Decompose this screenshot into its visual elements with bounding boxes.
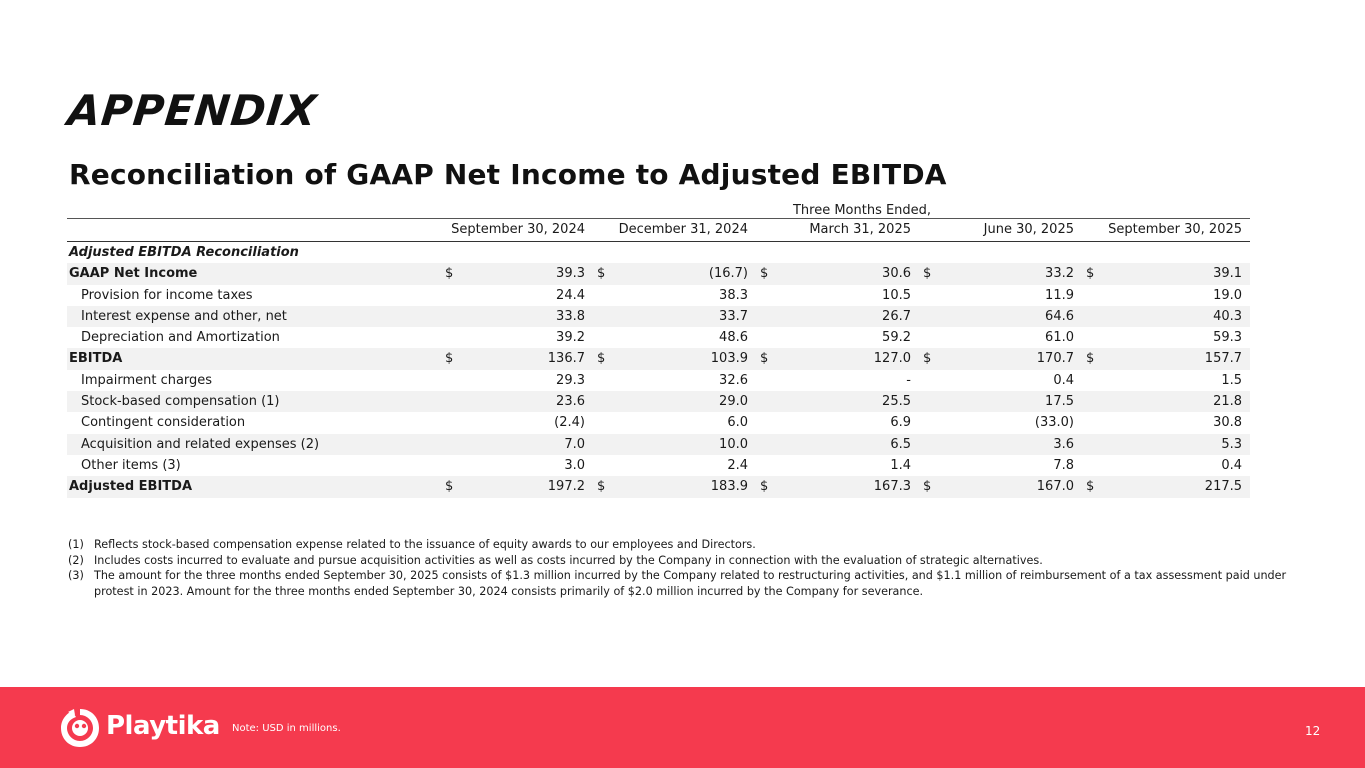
row-label: Contingent consideration [81,415,246,431]
cell-value: 197.2 [459,476,593,497]
cell-value: 7.8 [1053,457,1074,473]
cell-value: 217.5 [1100,476,1250,497]
dollar-sign [919,306,937,327]
cell-value: 3.0 [564,457,585,473]
column-header: September 30, 2024 [441,219,593,242]
table-row [67,285,1250,306]
cell-value: 29.0 [611,391,756,412]
cell-value: 1.5 [1221,372,1243,388]
dollar-sign [1082,391,1100,412]
table-row [67,391,1250,412]
cell-value: 167.3 [774,476,919,497]
playtika-logo-icon [58,706,102,750]
dollar-sign [441,285,459,306]
cell-value: 167.0 [937,476,1082,497]
dollar-sign: $ [593,348,611,369]
cell-value: 136.7 [459,348,593,369]
dollar-sign [919,327,937,348]
cell-value: 29.3 [556,372,585,388]
dollar-sign: $ [441,476,459,497]
section-label: Adjusted EBITDA Reconciliation [69,245,299,260]
cell-value: 183.9 [611,476,756,497]
table-row [67,412,1250,433]
cell-value: 3.6 [937,434,1082,455]
column-header: June 30, 2025 [919,219,1082,242]
footnotes [68,537,1308,599]
dollar-sign: $ [1082,476,1100,497]
dollar-sign [441,327,459,348]
cell-value: 103.9 [611,348,756,369]
cell-value: 25.5 [774,391,919,412]
cell-value: 2.4 [727,457,748,473]
dollar-sign [441,434,459,455]
cell-value: 33.8 [459,306,593,327]
dollar-sign [1082,434,1100,455]
cell-value: 39.3 [459,263,593,284]
dollar-sign: $ [593,476,611,497]
row-label: Adjusted EBITDA [67,476,441,497]
dollar-sign [919,455,937,476]
row-label: Stock-based compensation (1) [67,391,441,412]
cell-value: 0.4 [1221,457,1243,473]
dollar-sign: $ [441,348,459,369]
table-row [67,476,1250,497]
row-label: Provision for income taxes [81,287,253,303]
cell-value: 170.7 [937,348,1082,369]
cell-value: 157.7 [1100,348,1250,369]
footer-note: Note: USD in millions. [232,723,341,734]
footnote [68,553,1308,569]
cell-value: 24.4 [556,287,585,303]
footnote-text: Reflects stock-based compensation expense related to the issuance of equity awards to our employees and Directors. [94,538,756,551]
dollar-sign [756,455,774,476]
cell-value: 1.4 [890,457,911,473]
cell-value: 11.9 [1045,287,1074,303]
table-row [67,306,1250,327]
footnote-text: The amount for the three months ended September 30, 2025 consists of $1.3 million incurred by the Company related to restructuring activities, and $1.1 million of reimbursement of a tax assessment paid under protest in 2023. Amount for the three months ended September 30, 2024 consists primarily of $2.0 million incurred by the Company for severance. [94,569,1287,598]
cell-value: 59.2 [882,330,911,346]
group-header: Three Months Ended, [792,203,932,218]
dollar-sign [1082,412,1100,433]
table-row [67,370,1250,391]
dollar-sign [756,412,774,433]
dollar-sign [756,285,774,306]
dollar-sign [593,370,611,391]
cell-value: 6.0 [727,415,748,431]
cell-value: 0.4 [1053,372,1074,388]
cell-value: 33.7 [611,306,756,327]
dollar-sign [1082,455,1100,476]
cell-value: 7.0 [459,434,593,455]
dollar-sign [756,434,774,455]
table-row [67,455,1250,476]
table-row [67,263,1250,284]
cell-value: 6.5 [774,434,919,455]
dollar-sign [593,306,611,327]
dollar-sign [593,412,611,433]
dollar-sign [441,370,459,391]
dollar-sign [593,391,611,412]
cell-value: 10.0 [611,434,756,455]
column-header-label [67,219,441,242]
dollar-sign [919,434,937,455]
cell-value: 48.6 [719,330,748,346]
cell-value: 59.3 [1213,330,1243,346]
dollar-sign [756,391,774,412]
cell-value: 61.0 [1045,330,1074,346]
cell-value: 30.6 [774,263,919,284]
dollar-sign [593,327,611,348]
slide-subtitle: Reconciliation of GAAP Net Income to Adjusted EBITDA [69,158,947,191]
table-row [67,348,1250,369]
dollar-sign: $ [441,263,459,284]
footnote-mark: (1) [68,538,84,551]
dollar-sign [1082,327,1100,348]
dollar-sign [1082,370,1100,391]
dollar-sign: $ [919,348,937,369]
cell-value: 21.8 [1100,391,1250,412]
row-label: Interest expense and other, net [67,306,441,327]
dollar-sign [593,285,611,306]
cell-value: 32.6 [719,372,748,388]
row-label: EBITDA [67,348,441,369]
column-header: March 31, 2025 [756,219,919,242]
cell-value: 40.3 [1100,306,1250,327]
footnote [68,568,1308,599]
row-label: GAAP Net Income [67,263,441,284]
footnote-mark: (3) [68,569,84,582]
cell-value: 6.9 [890,415,911,431]
row-label: Other items (3) [81,457,181,473]
dollar-sign [441,412,459,433]
dollar-sign [756,370,774,391]
column-header: December 31, 2024 [593,219,756,242]
cell-value: 30.8 [1213,415,1243,431]
cell-value: 39.2 [556,330,585,346]
slide-title: APPENDIX [65,86,320,135]
dollar-sign [1082,306,1100,327]
footnote-mark: (2) [68,553,84,567]
dollar-sign: $ [756,263,774,284]
dollar-sign [756,306,774,327]
cell-value: 38.3 [719,287,748,303]
dollar-sign: $ [919,476,937,497]
dollar-sign [441,455,459,476]
dollar-sign [919,391,937,412]
cell-value: 26.7 [774,306,919,327]
brand-name: Playtika [106,711,220,741]
column-header: September 30, 2025 [1082,219,1250,242]
dollar-sign [593,434,611,455]
table-row [67,434,1250,455]
cell-value: 39.1 [1100,263,1250,284]
dollar-sign: $ [593,263,611,284]
dollar-sign: $ [756,348,774,369]
cell-value: 17.5 [937,391,1082,412]
dollar-sign [441,391,459,412]
dollar-sign [441,306,459,327]
dollar-sign: $ [919,263,937,284]
cell-value: 23.6 [459,391,593,412]
dollar-sign: $ [1082,348,1100,369]
row-label: Impairment charges [81,372,213,388]
footnote [68,537,1308,553]
dollar-sign [919,412,937,433]
cell-value: - [906,372,911,388]
cell-value: 127.0 [774,348,919,369]
row-label: Acquisition and related expenses (2) [67,434,441,455]
cell-value: 33.2 [937,263,1082,284]
table-row [67,327,1250,348]
dollar-sign [919,285,937,306]
dollar-sign [919,370,937,391]
cell-value: (2.4) [554,415,585,431]
cell-value: (33.0) [1034,415,1074,431]
footnote-text: Includes costs incurred to evaluate and pursue acquisition activities as well as costs incurred by the Company in connection with the evaluation of strategic alternatives. [94,553,1043,567]
reconciliation-table [67,203,1250,498]
cell-value: 64.6 [937,306,1082,327]
dollar-sign: $ [1082,263,1100,284]
row-label: Depreciation and Amortization [81,330,280,346]
dollar-sign [593,455,611,476]
cell-value: (16.7) [611,263,756,284]
dollar-sign: $ [756,476,774,497]
cell-value: 19.0 [1213,287,1243,303]
dollar-sign [756,327,774,348]
dollar-sign [1082,285,1100,306]
page-number: 12 [1305,724,1321,738]
cell-value: 5.3 [1100,434,1250,455]
cell-value: 10.5 [882,287,911,303]
